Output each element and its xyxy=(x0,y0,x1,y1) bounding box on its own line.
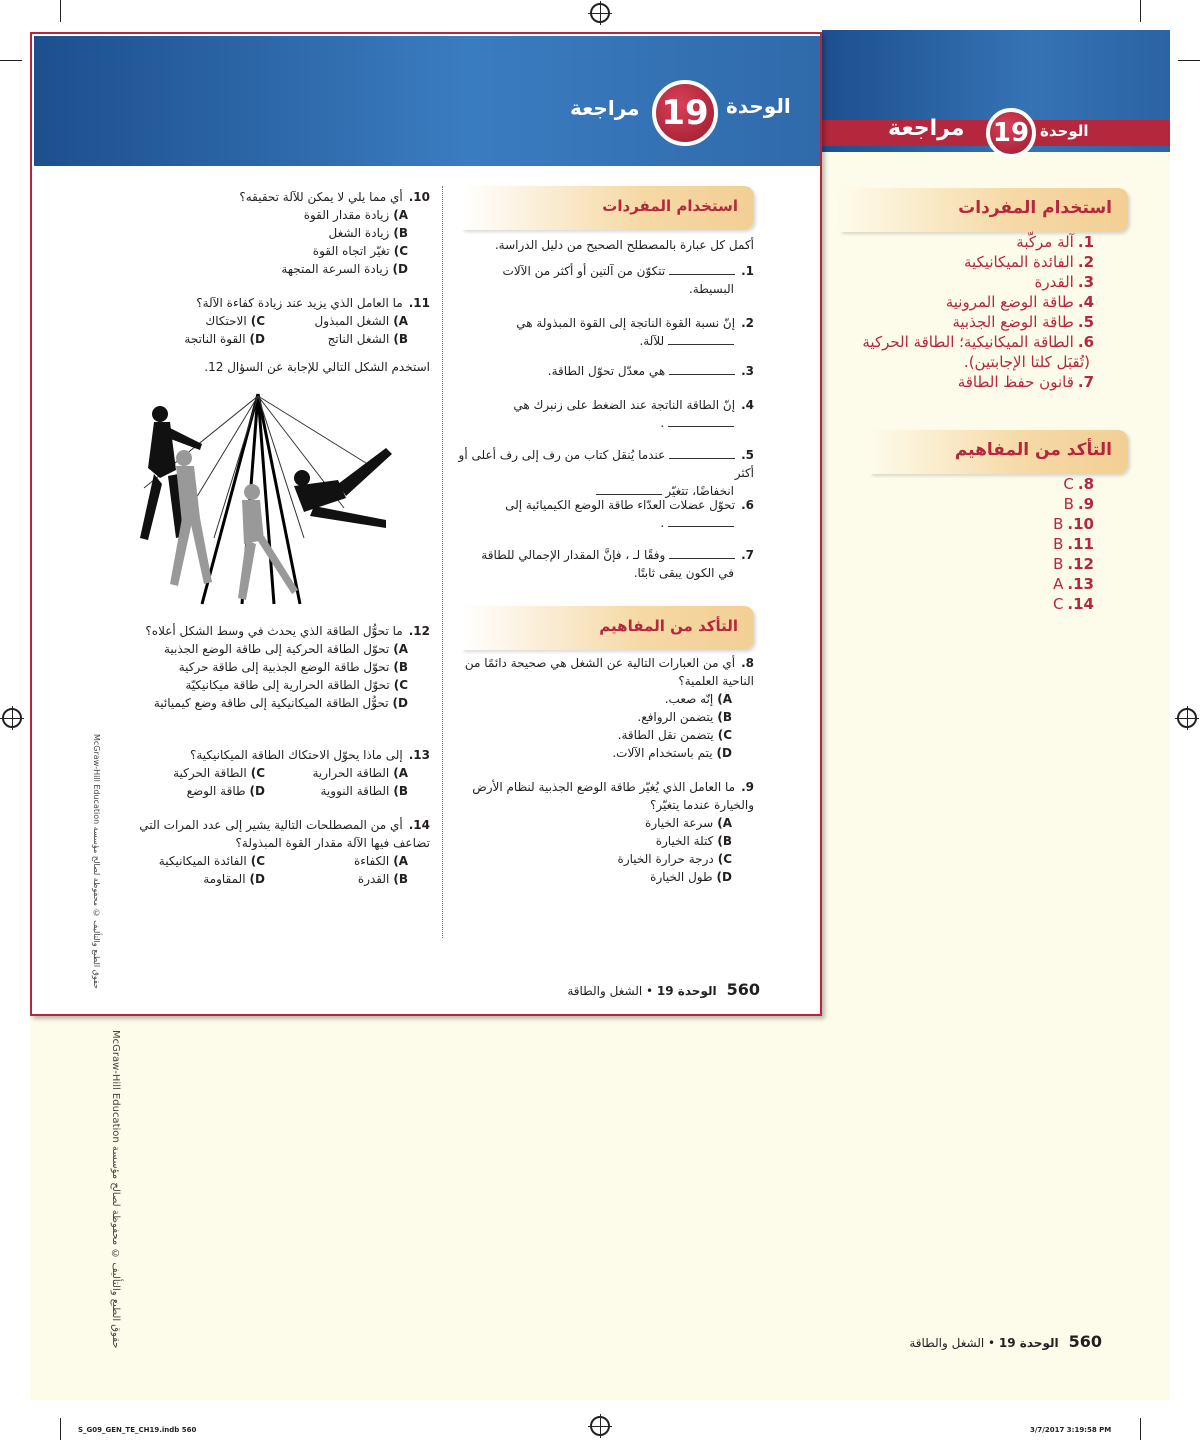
answer-item xyxy=(836,372,1094,392)
option-letter: D) xyxy=(249,872,265,886)
page-unit-label: الوحدة xyxy=(726,94,791,118)
option xyxy=(122,764,265,782)
option-text: الكفاءة xyxy=(353,854,390,868)
option-letter: C) xyxy=(717,728,732,742)
answer-text: القدرة xyxy=(1034,273,1074,291)
question-13 xyxy=(122,746,430,800)
student-page xyxy=(30,32,822,1016)
option-text: الاحتكاك xyxy=(205,314,247,328)
answer-blank xyxy=(669,263,735,275)
answer-number: 14. xyxy=(1067,595,1094,613)
answer-number: 9. xyxy=(1077,495,1094,513)
question-text: ما العامل الذي يزيد عند زيادة كفاءة الآلة؟ xyxy=(196,296,403,310)
question-stem xyxy=(122,294,430,312)
figure-instruction: استخدم الشكل التالي للإجابة عن السؤال 12. xyxy=(204,360,430,374)
option xyxy=(450,868,732,886)
vocab-line-2 xyxy=(450,414,754,432)
option-text: الطاقة النووية xyxy=(320,784,390,798)
option-letter: D) xyxy=(392,262,408,276)
item-text-2: . xyxy=(660,516,665,530)
page-review-label: مراجعة xyxy=(570,96,640,120)
answer-item xyxy=(1000,574,1094,594)
options xyxy=(450,814,754,886)
vocab-line-2 xyxy=(450,280,754,298)
column-divider xyxy=(442,186,443,938)
crop-mark xyxy=(60,0,61,22)
item-number: 7. xyxy=(741,548,754,562)
option-text: المقاومة xyxy=(203,872,246,886)
vocab-item xyxy=(450,496,754,532)
side-concepts-title: التأكد من المفاهيم xyxy=(870,430,1128,474)
question-number: 14. xyxy=(408,818,430,832)
side-vocab-title: استخدام المفردات xyxy=(840,188,1128,232)
question-stem xyxy=(122,746,430,764)
option-text: تغيّر اتجاه القوة xyxy=(312,244,390,258)
answer-number: 7. xyxy=(1077,373,1094,391)
option-letter: C) xyxy=(250,314,265,328)
slug-file: S_G09_GEN_TE_CH19.indb 560 xyxy=(78,1426,197,1434)
vocab-line xyxy=(450,396,754,414)
answer-item xyxy=(836,272,1094,292)
bottom-band xyxy=(30,1016,822,1400)
vocab-title: استخدام المفردات xyxy=(462,186,754,230)
question-stem xyxy=(450,778,754,814)
question-stem xyxy=(122,816,430,852)
option xyxy=(450,850,732,868)
option-letter: A) xyxy=(393,314,408,328)
answer-number: 13. xyxy=(1067,575,1094,593)
side-review-label: مراجعة xyxy=(888,116,965,141)
side-concept-answers xyxy=(1000,474,1094,614)
answer-text: قانون حفظ الطاقة xyxy=(957,373,1074,391)
option xyxy=(122,260,408,278)
question-stem xyxy=(450,654,754,690)
answer-item xyxy=(836,232,1094,252)
option-text: القوة الناتجة xyxy=(184,332,246,346)
question-text: ما تحوُّل الطاقة الذي يحدث في وسط الشكل أعلاه؟ xyxy=(145,624,403,638)
registration-mark-icon xyxy=(590,1416,610,1436)
option-text: زيادة الشغل xyxy=(328,226,390,240)
answer-blank xyxy=(668,333,734,345)
question-text: أي من العبارات التالية عن الشغل هي صحيحة دائمًا من الناحية العلمية؟ xyxy=(464,656,754,688)
option-text: تحوّل الطاقة الحرارية إلى طاقة ميكانيكيّة xyxy=(185,678,390,692)
option xyxy=(265,870,408,888)
options xyxy=(122,852,430,888)
option xyxy=(122,640,408,658)
options xyxy=(122,206,430,278)
option xyxy=(450,690,732,708)
registration-mark-icon xyxy=(590,3,610,23)
question-number: 8. xyxy=(741,656,754,670)
item-number: 6. xyxy=(741,498,754,512)
vocab-item xyxy=(450,396,754,432)
registration-mark-icon xyxy=(2,708,22,728)
question-number: 11. xyxy=(408,296,430,310)
side-vocab-answers xyxy=(836,232,1094,392)
swing-ride-figure xyxy=(124,388,434,608)
option-letter: B) xyxy=(393,872,408,886)
answer-blank xyxy=(669,363,735,375)
option xyxy=(265,312,408,330)
question-text: أي مما يلي لا يمكن للآلة تحقيقه؟ xyxy=(239,190,403,204)
answer-item xyxy=(1000,594,1094,614)
vocab-line xyxy=(450,496,754,514)
answer-text: A xyxy=(1053,575,1064,593)
option-text: درجة حرارة الخيارة xyxy=(617,852,714,866)
page-folio-topic: • الشغل والطاقة xyxy=(567,984,654,998)
answer-blank xyxy=(669,547,735,559)
page-number: 560 xyxy=(726,980,760,999)
option xyxy=(450,814,732,832)
item-text: عندما يُنقل كتاب من رف إلى رف أعلى أو أكثر xyxy=(458,448,754,480)
item-text: إنّ نسبة القوة الناتجة إلى القوة المبذولة هي xyxy=(516,316,736,330)
option-letter: C) xyxy=(393,244,408,258)
vocab-instruction: أكمل كل عبارة بالمصطلح الصحيح من دليل الدراسة. xyxy=(494,238,754,252)
answer-blank xyxy=(596,483,662,495)
option-letter: D) xyxy=(249,784,265,798)
option-text: الطاقة الحرارية xyxy=(312,766,390,780)
answer-item xyxy=(1000,474,1094,494)
option-text: يتضمن نقل الطاقة. xyxy=(617,728,714,742)
vocab-line xyxy=(450,262,754,280)
question-number: 13. xyxy=(408,748,430,762)
option xyxy=(122,330,265,348)
vocab-line xyxy=(450,446,754,482)
item-text: تحوّل عضلات العدّاء طاقة الوضع الكيميائية إلى xyxy=(505,498,736,512)
page-copyright: McGraw-Hill Education حقوق الطبع والتأليف © محفوظة لصالح مؤسسة xyxy=(92,734,101,989)
page-unit-badge: 19 xyxy=(652,80,718,146)
option-text: يتضمن الروافع. xyxy=(637,710,714,724)
item-text-2: البسيطة. xyxy=(688,282,734,296)
option xyxy=(122,658,408,676)
item-text-2: للآلة. xyxy=(639,334,665,348)
option-text: طول الخيارة xyxy=(650,870,713,884)
question-stem xyxy=(122,188,430,206)
vocab-item xyxy=(450,314,754,350)
answer-number: 11. xyxy=(1067,535,1094,553)
option-letter: A) xyxy=(717,692,732,706)
question-text: ما العامل الذي يُغيّر طاقة الوضع الجذبية لنظام الأرض والخيارة عندما يتغيّر؟ xyxy=(472,780,754,812)
side-page-number: 560 xyxy=(1068,1332,1102,1351)
vocab-line xyxy=(450,546,754,564)
option-letter: A) xyxy=(393,854,408,868)
answer-item xyxy=(836,352,1094,372)
vocab-item xyxy=(450,262,754,298)
question-12 xyxy=(122,622,430,712)
option-letter: D) xyxy=(392,696,408,710)
option-text: الفائدة الميكانيكية xyxy=(158,854,247,868)
answer-text: آلة مركّبة xyxy=(1016,233,1074,251)
option xyxy=(122,782,265,800)
option xyxy=(122,224,408,242)
question-number: 12. xyxy=(408,624,430,638)
question-number: 9. xyxy=(741,780,754,794)
vocab-item xyxy=(450,546,754,582)
item-number: 1. xyxy=(741,264,754,278)
answer-text: B xyxy=(1053,555,1064,573)
option xyxy=(265,764,408,782)
option-text: الشغل الناتج xyxy=(327,332,390,346)
vocab-line-2 xyxy=(450,332,754,350)
options xyxy=(450,690,754,762)
answer-number: 6. xyxy=(1077,333,1094,351)
option-letter: B) xyxy=(717,834,732,848)
option-letter: A) xyxy=(717,816,732,830)
option-letter: B) xyxy=(393,226,408,240)
question-14 xyxy=(122,816,430,888)
answer-text: C xyxy=(1052,595,1064,613)
item-text: هي معدّل تحوّل الطاقة. xyxy=(547,364,666,378)
question-number: 10. xyxy=(408,190,430,204)
answer-item xyxy=(1000,554,1094,574)
option-text: زيادة السرعة المتجهة xyxy=(281,262,389,276)
option-text: تحوُّل الطاقة الميكانيكية إلى طاقة وضع كيميائية xyxy=(153,696,389,710)
option-letter: C) xyxy=(393,678,408,692)
option xyxy=(265,782,408,800)
option-letter: C) xyxy=(717,852,732,866)
item-number: 4. xyxy=(741,398,754,412)
answer-text: B xyxy=(1053,535,1064,553)
option-letter: D) xyxy=(249,332,265,346)
question-11 xyxy=(122,294,430,348)
crop-mark xyxy=(1140,0,1141,22)
option-letter: A) xyxy=(393,766,408,780)
page-folio xyxy=(502,980,760,999)
option xyxy=(122,852,265,870)
answer-item xyxy=(1000,514,1094,534)
question-text: أي من المصطلحات التالية يشير إلى عدد المرات التي تضاعف فيها الآلة مقدار القوة المبذولة؟ xyxy=(139,818,430,850)
crop-mark xyxy=(1140,1418,1141,1440)
vocab-line xyxy=(450,362,754,380)
answer-text: (تُقبَل كلتا الإجابتين). xyxy=(963,353,1090,371)
options xyxy=(122,764,430,800)
vocab-item xyxy=(450,446,754,500)
option xyxy=(122,870,265,888)
option-letter: D) xyxy=(716,870,732,884)
option-text: تحوّل طاقة الوضع الجذبية إلى طاقة حركية xyxy=(178,660,390,674)
page-folio-unit: الوحدة 19 xyxy=(656,984,717,998)
answer-item xyxy=(836,312,1094,332)
option-text: يتم باستخدام الآلات. xyxy=(612,746,713,760)
option-text: إنّه صعب. xyxy=(664,692,714,706)
question-text: إلى ماذا يحوّل الاحتكاك الطاقة الميكانيكية؟ xyxy=(190,748,403,762)
option-letter: C) xyxy=(250,766,265,780)
item-text-2: . xyxy=(660,416,665,430)
question-stem xyxy=(122,622,430,640)
option xyxy=(122,312,265,330)
answer-blank xyxy=(668,515,734,527)
option xyxy=(122,206,408,224)
answer-text: طاقة الوضع المرونية xyxy=(945,293,1074,311)
option-letter: A) xyxy=(393,642,408,656)
outer-copyright: McGraw-Hill Education حقوق الطبع والتأليف © محفوظة لصالح مؤسسة xyxy=(110,1030,121,1349)
answer-item xyxy=(836,292,1094,312)
option xyxy=(450,708,732,726)
answer-blank xyxy=(669,447,735,459)
item-number: 5. xyxy=(741,448,754,462)
answer-text: الفائدة الميكانيكية xyxy=(963,253,1074,271)
answer-text: C xyxy=(1063,475,1074,493)
answer-item xyxy=(836,332,1094,352)
registration-mark-icon xyxy=(1177,708,1197,728)
question-8 xyxy=(450,654,754,762)
answer-number: 12. xyxy=(1067,555,1094,573)
vocab-line-2 xyxy=(450,564,754,582)
answer-number: 2. xyxy=(1077,253,1094,271)
side-unit-badge: 19 xyxy=(986,108,1036,158)
vocab-line-2 xyxy=(450,514,754,532)
side-folio xyxy=(880,1332,1102,1351)
vocab-line xyxy=(450,314,754,332)
option xyxy=(450,726,732,744)
item-text: تتكوّن من آلتين أو أكثر من الآلات xyxy=(502,264,666,278)
question-10 xyxy=(122,188,430,278)
answer-number: 8. xyxy=(1077,475,1094,493)
answer-number: 4. xyxy=(1077,293,1094,311)
answer-item xyxy=(1000,494,1094,514)
option xyxy=(450,744,732,762)
option-text: تحوّل الطاقة الحركية إلى طاقة الوضع الجذبية xyxy=(163,642,390,656)
option-letter: C) xyxy=(250,854,265,868)
answer-item xyxy=(836,252,1094,272)
vocab-item xyxy=(450,362,754,380)
option-text: الشغل المبذول xyxy=(314,314,390,328)
option-letter: B) xyxy=(393,332,408,346)
answer-item xyxy=(1000,534,1094,554)
option xyxy=(122,694,408,712)
item-number: 2. xyxy=(741,316,754,330)
item-number: 3. xyxy=(741,364,754,378)
answer-text: الطاقة الميكانيكية؛ الطاقة الحركية xyxy=(862,333,1074,351)
option xyxy=(122,242,408,260)
option-text: زيادة مقدار القوة xyxy=(303,208,390,222)
answer-number: 10. xyxy=(1067,515,1094,533)
item-text-2: انخفاضًا، تتغيّر xyxy=(665,484,734,498)
item-text: إنّ الطاقة الناتجة عند الضغط على زنبرك هي xyxy=(513,398,736,412)
side-folio-unit: الوحدة 19 xyxy=(998,1336,1059,1350)
answer-blank xyxy=(668,415,734,427)
concepts-title: التأكد من المفاهيم xyxy=(462,606,754,650)
side-unit-label: الوحدة xyxy=(1040,122,1089,140)
item-text-2: في الكون يبقى ثابتًا. xyxy=(633,566,734,580)
answer-text: B xyxy=(1063,495,1074,513)
option xyxy=(450,832,732,850)
option-letter: B) xyxy=(393,784,408,798)
crop-mark xyxy=(0,60,22,61)
answer-number: 1. xyxy=(1077,233,1094,251)
option-letter: D) xyxy=(716,746,732,760)
crop-mark xyxy=(60,1418,61,1440)
side-folio-topic: • الشغل والطاقة xyxy=(909,1336,996,1350)
option-letter: B) xyxy=(393,660,408,674)
answer-text: B xyxy=(1053,515,1064,533)
slug-date: 3/7/2017 3:19:58 PM xyxy=(1030,1426,1112,1434)
option-text: الطاقة الحركية xyxy=(173,766,247,780)
option xyxy=(122,676,408,694)
options xyxy=(122,640,430,712)
option xyxy=(265,330,408,348)
answer-number: 5. xyxy=(1077,313,1094,331)
options xyxy=(122,312,430,348)
option-text: طاقة الوضع xyxy=(186,784,246,798)
item-text: وفقًا لـ ، فإنَّ المقدار الإجمالي للطاقة xyxy=(481,548,666,562)
option-letter: A) xyxy=(393,208,408,222)
crop-mark xyxy=(1178,60,1200,61)
option-text: القدرة xyxy=(357,872,390,886)
option xyxy=(265,852,408,870)
option-text: سرعة الخيارة xyxy=(645,816,714,830)
answer-text: طاقة الوضع الجذبية xyxy=(952,313,1074,331)
option-text: كتلة الخيارة xyxy=(655,834,714,848)
option-letter: B) xyxy=(717,710,732,724)
answer-number: 3. xyxy=(1077,273,1094,291)
question-9 xyxy=(450,778,754,886)
